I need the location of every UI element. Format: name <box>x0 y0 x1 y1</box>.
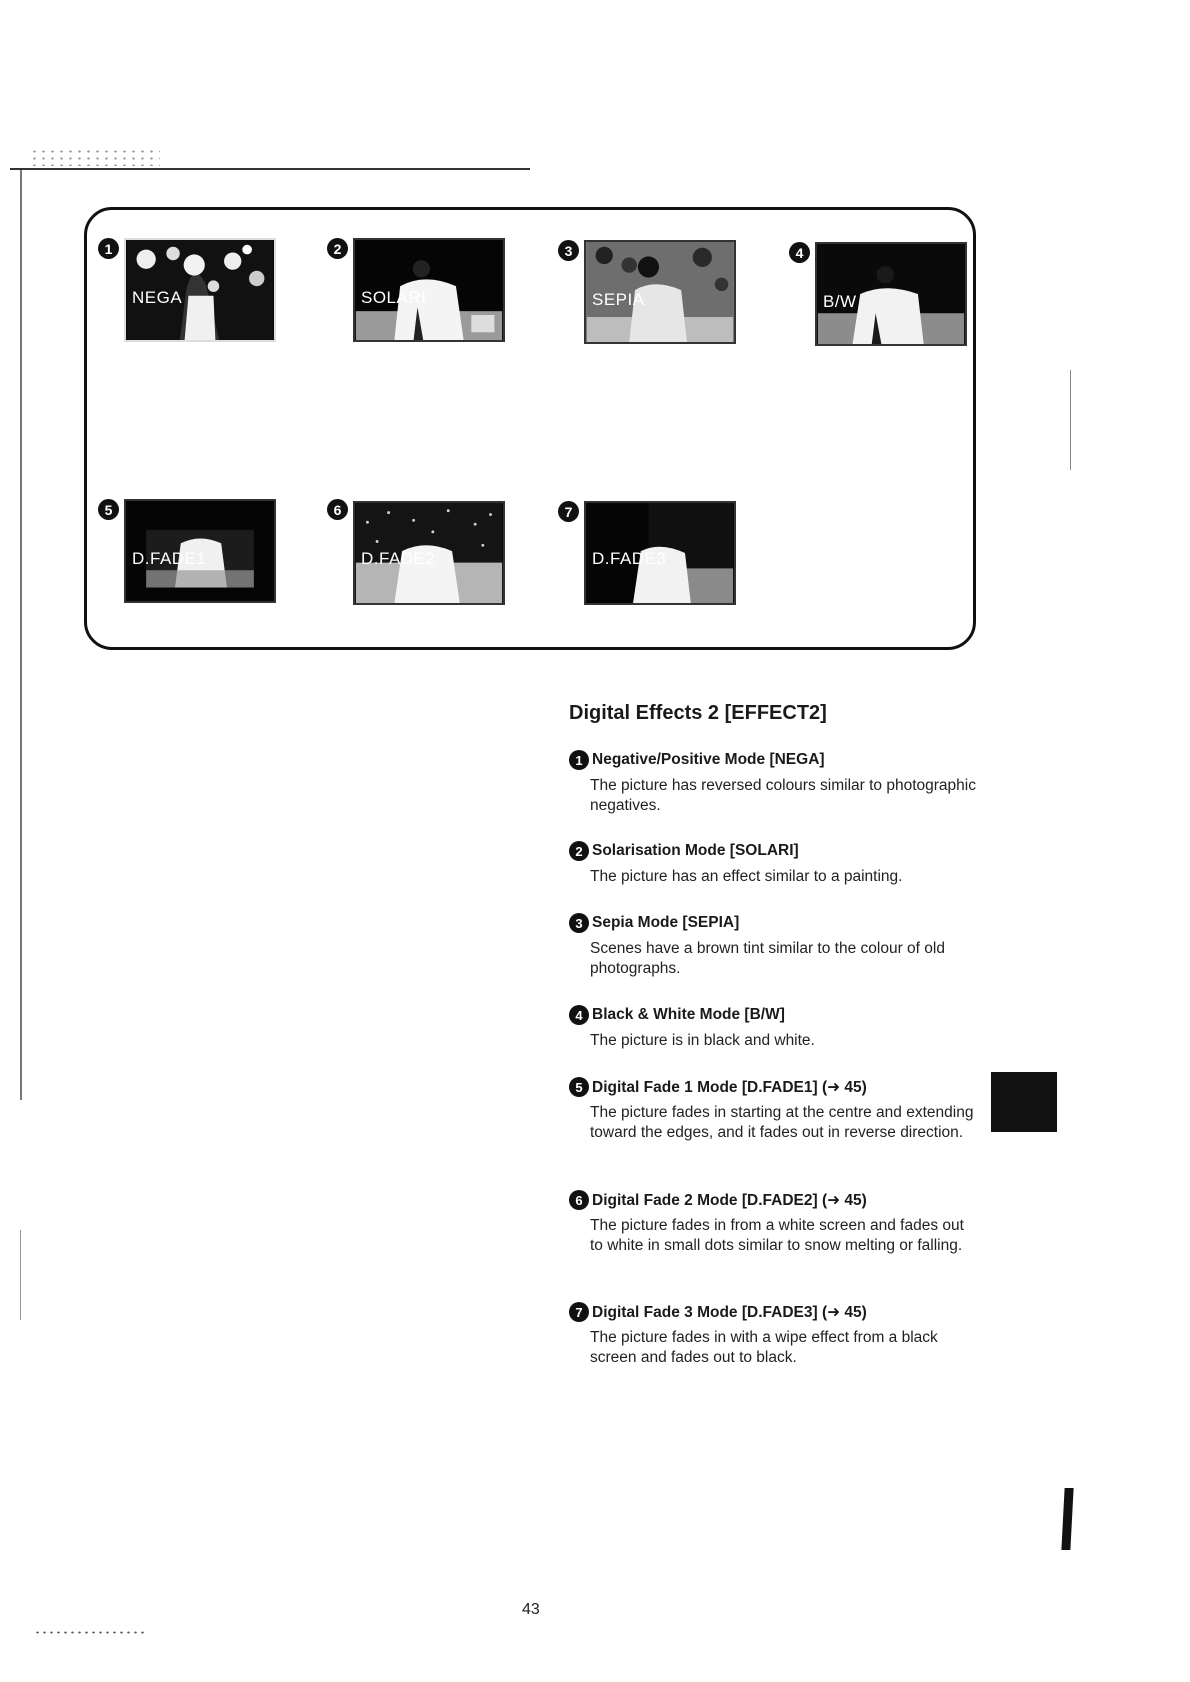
effect-title: Solarisation Mode [SOLARI] <box>592 842 799 859</box>
effect-description: Scenes have a brown tint similar to the colour of old photographs. <box>590 940 945 977</box>
effect-item <box>569 1302 979 1368</box>
thumbnail-label: NEGA <box>132 288 183 307</box>
thumbnail-label: D.FADE2 <box>361 549 436 568</box>
effect-item <box>569 913 979 979</box>
thumbnail-label: D.FADE3 <box>592 549 667 568</box>
effect-description: The picture fades in starting at the centre and extending toward the edges, and it fades out in reverse direction. <box>590 1104 974 1141</box>
number-badge: 7 <box>569 1302 589 1322</box>
thumbnail-label: SEPIA <box>592 290 645 309</box>
thumbnail-label: SOLARI <box>361 288 427 307</box>
chapter-thumb-tab <box>991 1072 1057 1132</box>
thumbnail-number-badge: 7 <box>558 501 579 522</box>
effect-title: Digital Fade 2 Mode [D.FADE2] (➜ 45) <box>592 1191 867 1209</box>
page-number: 43 <box>522 1601 540 1618</box>
effect-description: The picture is in black and white. <box>590 1032 815 1049</box>
effect-title: Sepia Mode [SEPIA] <box>592 914 740 931</box>
thumbnail-dfade1 <box>124 499 276 603</box>
effect-item <box>569 1190 979 1256</box>
thumbnail-solari <box>353 238 505 342</box>
thumbnail-dfade2 <box>353 501 505 605</box>
thumbnail-number-badge: 1 <box>98 238 119 259</box>
number-badge: 4 <box>569 1005 589 1025</box>
effect-title: Black & White Mode [B/W] <box>592 1006 785 1023</box>
edge-mark <box>1061 1488 1073 1550</box>
effect-item <box>569 1005 979 1051</box>
thumbnail-sepia <box>584 240 736 344</box>
thumbnail-nega <box>124 238 276 342</box>
effect-description: The picture has an effect similar to a painting. <box>590 868 903 885</box>
section-title: Digital Effects 2 [EFFECT2] <box>569 702 827 724</box>
effect-heading <box>569 1190 979 1210</box>
number-badge: 6 <box>569 1190 589 1210</box>
effect-title: Negative/Positive Mode [NEGA] <box>592 751 825 768</box>
thumbnail-label: D.FADE1 <box>132 549 207 568</box>
left-margin-rule <box>20 1230 21 1320</box>
effect-description: The picture fades in with a wipe effect from a black screen and fades out to black. <box>590 1329 938 1366</box>
effect-heading <box>569 750 979 770</box>
thumbnail-number-badge: 5 <box>98 499 119 520</box>
number-badge: 5 <box>569 1077 589 1097</box>
effect-item <box>569 1077 979 1143</box>
effect-heading <box>569 1077 979 1097</box>
left-margin-rule <box>20 170 22 1100</box>
effect-item <box>569 841 979 887</box>
effect-item <box>569 750 979 816</box>
thumbnail-number-badge: 6 <box>327 499 348 520</box>
thumbnail-number-badge: 3 <box>558 240 579 261</box>
effect-heading <box>569 1302 979 1322</box>
thumbnail-dfade3 <box>584 501 736 605</box>
thumbnail-bw <box>815 242 967 346</box>
thumbnail-number-badge: 4 <box>789 242 810 263</box>
effect-description: The picture has reversed colours similar to photographic negatives. <box>590 777 976 814</box>
thumbnail-number-badge: 2 <box>327 238 348 259</box>
scan-speckles <box>30 148 160 166</box>
number-badge: 2 <box>569 841 589 861</box>
top-rule <box>10 168 530 170</box>
effect-heading <box>569 913 979 933</box>
effect-heading <box>569 1005 979 1025</box>
right-margin-rule <box>1070 370 1071 470</box>
effect-title: Digital Fade 1 Mode [D.FADE1] (➜ 45) <box>592 1078 867 1096</box>
number-badge: 1 <box>569 750 589 770</box>
effect-heading <box>569 841 979 861</box>
thumbnail-label: B/W <box>823 292 857 311</box>
effect-title: Digital Fade 3 Mode [D.FADE3] (➜ 45) <box>592 1303 867 1321</box>
effect-description: The picture fades in from a white screen and fades out to white in small dots similar to snow melting or falling. <box>590 1217 964 1254</box>
number-badge: 3 <box>569 913 589 933</box>
scan-speckles <box>34 1630 144 1635</box>
